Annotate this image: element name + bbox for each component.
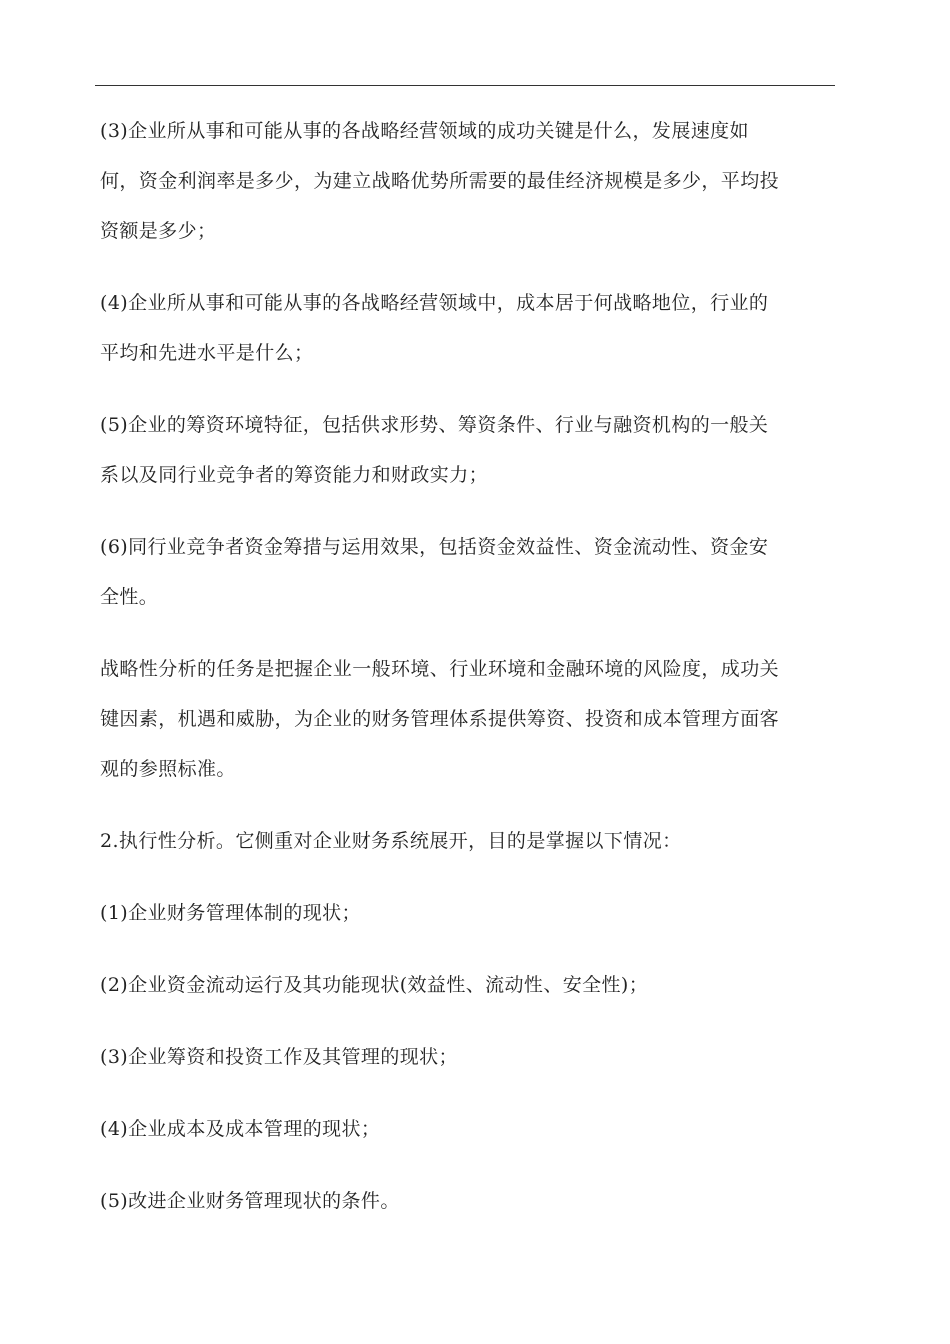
paragraph-strategic-item-4: (4)企业所从事和可能从事的各战略经营领域中，成本居于何战略地位，行业的 平均和先进水平是什么； <box>100 292 769 364</box>
paragraph-executive-item-4: (4)企业成本及成本管理的现状； <box>100 1118 381 1140</box>
paragraph-strategic-item-6: (6)同行业竞争者资金筹措与运用效果，包括资金效益性、资金流动性、资金安 全性。 <box>100 536 769 608</box>
document-body <box>100 106 830 1248</box>
paragraph-strategic-item-3: (3)企业所从事和可能从事的各战略经营领域的成功关键是什么，发展速度如 何，资金利润率是多少，为建立战略优势所需要的最佳经济规模是多少，平均投 资额是多少； <box>100 120 780 242</box>
header-rule <box>95 85 835 86</box>
paragraph-strategic-item-5: (5)企业的筹资环境特征，包括供求形势、筹资条件、行业与融资机构的一般关 系以及同行业竞争者的筹资能力和财政实力； <box>100 414 769 486</box>
paragraph-executive-item-2: (2)企业资金流动运行及其功能现状(效益性、流动性、安全性)； <box>100 974 649 996</box>
paragraph-executive-item-3: (3)企业筹资和投资工作及其管理的现状； <box>100 1046 458 1068</box>
paragraph-strategic-summary: 战略性分析的任务是把握企业一般环境、行业环境和金融环境的风险度，成功关 键因素，机遇和威胁，为企业的财务管理体系提供筹资、投资和成本管理方面客 观的参照标准。 <box>100 658 780 780</box>
paragraph-executive-analysis-heading: 2.执行性分析。它侧重对企业财务系统展开，目的是掌握以下情况： <box>100 830 682 852</box>
paragraph-executive-item-1: (1)企业财务管理体制的现状； <box>100 902 361 924</box>
paragraph-executive-item-5: (5)改进企业财务管理现状的条件。 <box>100 1190 400 1212</box>
